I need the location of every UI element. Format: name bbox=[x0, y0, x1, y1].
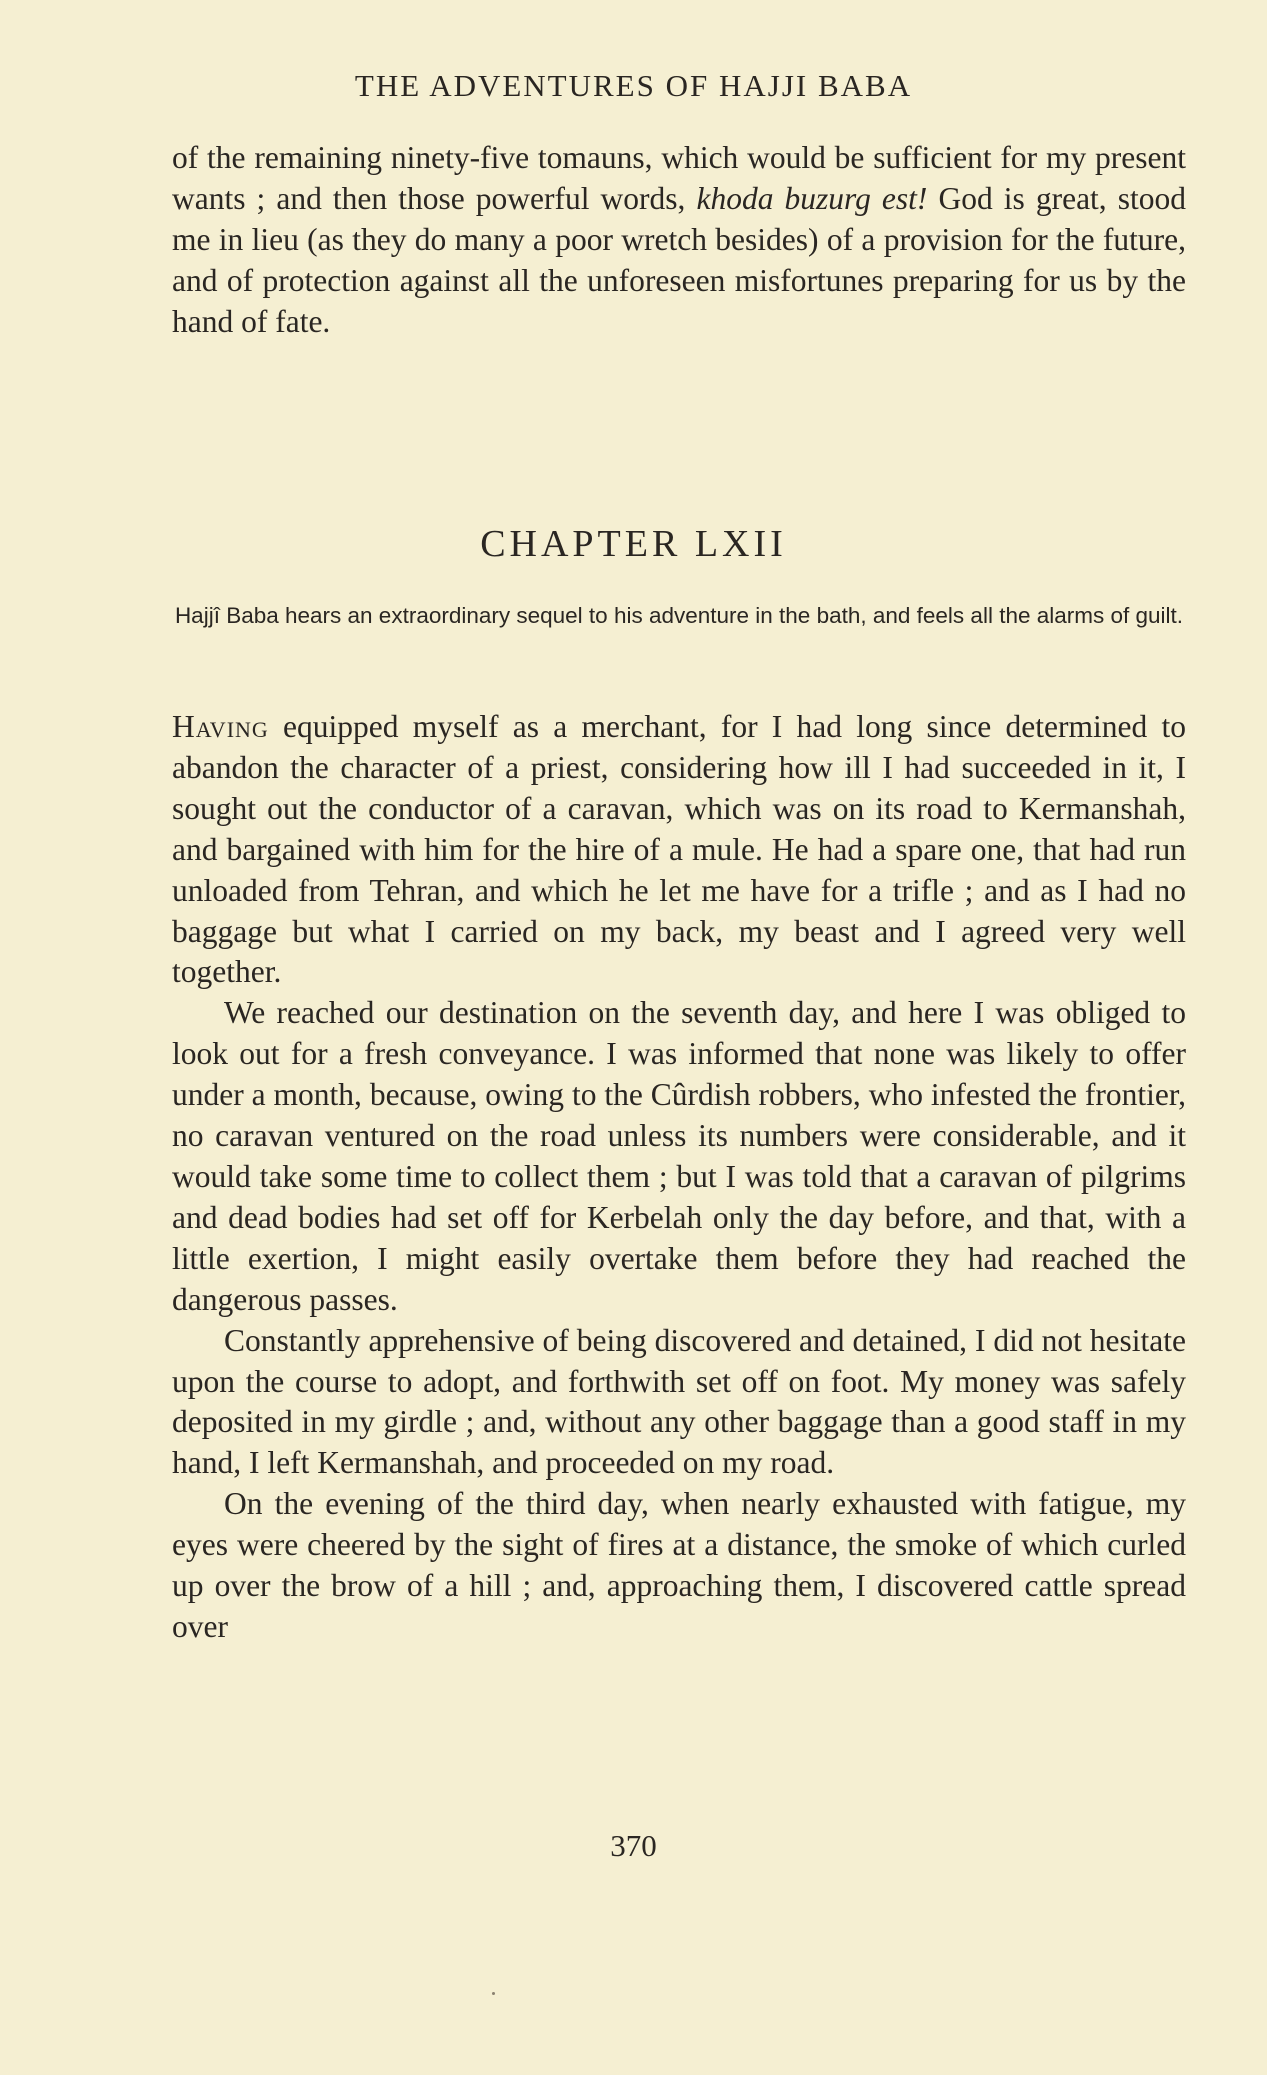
paragraph-1 bbox=[172, 707, 1186, 993]
continued-paragraph-text-1: of the remaining ninety-five tomauns, which would be sufficient for my present wants ; and then those powerful words, bbox=[172, 140, 1186, 216]
paper-speck bbox=[492, 1992, 495, 1995]
continued-paragraph-text-2: God is great, stood me in lieu (as they do many a poor wretch besides) of a provision for the future, and of protection against all the unforeseen misfortunes preparing for us by the hand of fate. bbox=[172, 180, 1186, 339]
chapter-body bbox=[172, 707, 1186, 1648]
paragraph-4: On the evening of the third day, when nearly exhausted with fatigue, my eyes were cheered by the sight of fires at a distance, the smoke of which curled up over the brow of a hill ; and, approaching them, I discovered cattle spread over bbox=[172, 1486, 1186, 1644]
chapter-heading: CHAPTER LXII bbox=[480, 523, 787, 565]
chapter-summary: Hajjî Baba hears an extraordinary sequel to his adventure in the bath, and feels all the alarms of guilt. bbox=[174, 603, 1184, 628]
paragraph-3: Constantly apprehensive of being discovered and detained, I did not hesitate upon the course to adopt, and forthwith set off on foot. My money was safely deposited in my girdle ; and, without any other baggage than a good staff in my hand, I left Kermanshah, and proceeded on my road. bbox=[172, 1322, 1186, 1481]
paragraph-2: We reached our destination on the seventh day, and here I was obliged to look out for a fresh conveyance. I was informed that none was likely to offer under a month, because, owing to the Cûrdish robbers, who infested the frontier, no caravan ventured on the road unless its numbers were considerable, and it would take some time to collect them ; but I was told that a caravan of pilgrims and dead bodies had set off for Kerbelah only the day before, and that, with a little exertion, I might easily overtake them before they had reached the dangerous passes. bbox=[172, 995, 1186, 1317]
italic-phrase: khoda buzurg est! bbox=[696, 180, 928, 216]
running-head: THE ADVENTURES OF HAJJI BABA bbox=[354, 68, 913, 103]
continued-paragraph bbox=[172, 138, 1186, 343]
continued-paragraph-block bbox=[172, 138, 1186, 343]
page-number: 370 bbox=[610, 1828, 657, 1863]
paragraph-1-text: equipped myself as a merchant, for I had long since determined to abandon the character of a priest, considering how ill I had succeeded in it, I sought out the conductor of a caravan, which was on its road to Kermanshah, and bargained with him for the hire of a mule. He had a spare one, that had run unloaded from Tehran, and which he let me have for a trifle ; and as I had no baggage but what I carried on my back, my beast and I agreed very well together. bbox=[172, 709, 1186, 990]
opening-word: Having bbox=[172, 709, 269, 744]
